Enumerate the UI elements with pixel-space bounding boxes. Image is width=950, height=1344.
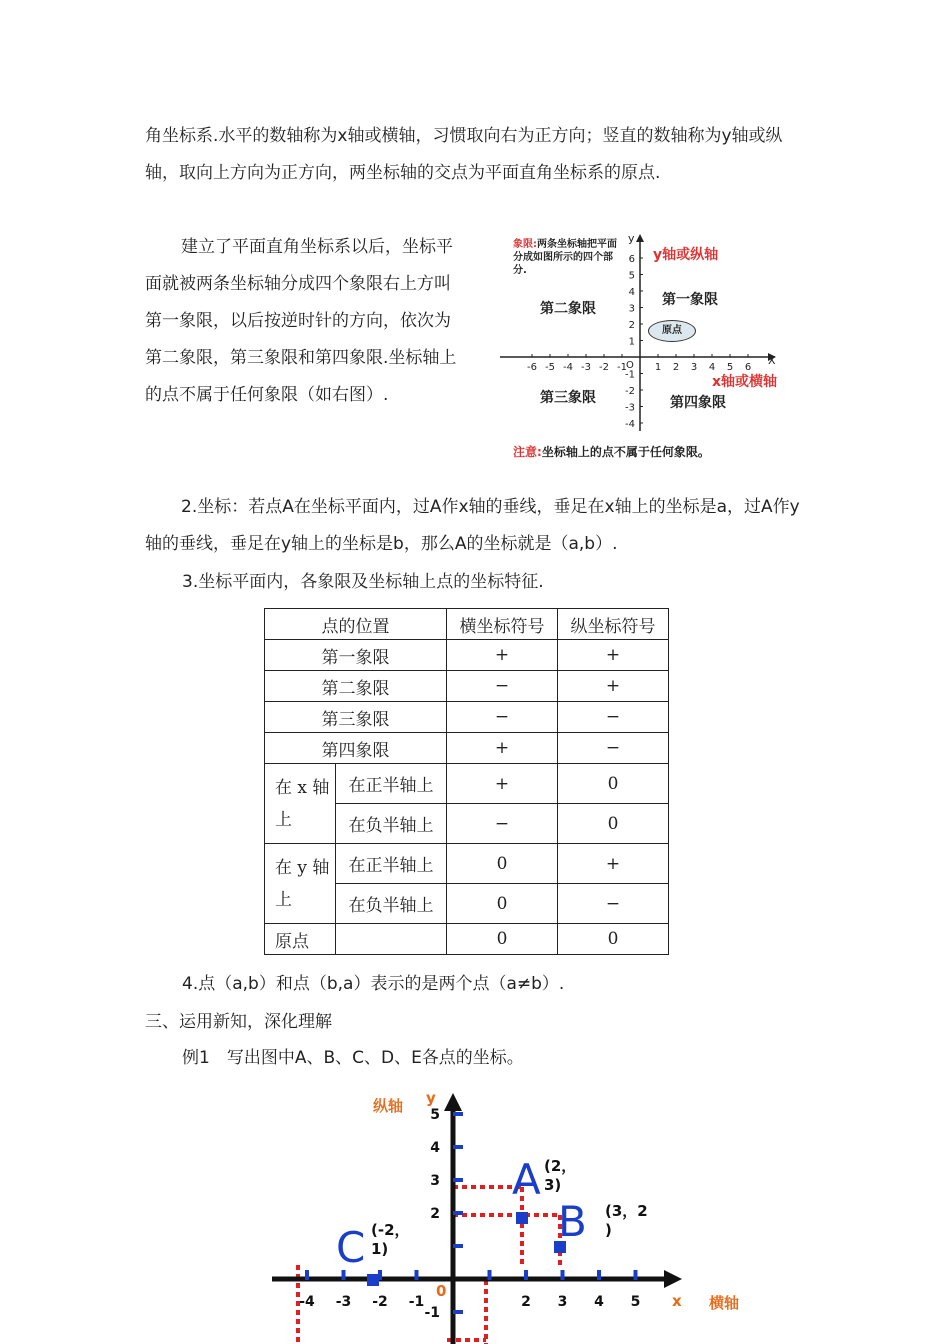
example-prompt: 例1 写出图中A、B、C、D、E各点的坐标。 [182,1048,524,1068]
quad-x-tick-label: 6 [744,362,752,373]
section-heading: 三、运用新知，深化理解 [145,1012,332,1032]
empty-cell [336,924,447,955]
order-note: 4.点（a,b）和点（b,a）表示的是两个点（a≠b）. [182,974,565,994]
row-label: 第三象限 [265,702,447,733]
quad-o-letter: O [626,360,634,371]
quad-x-tick-label: 5 [726,362,734,373]
example-axes [250,1085,770,1344]
quad-x-tick-label: 2 [672,362,680,373]
header-x-sign: 横坐标符号 [447,609,558,640]
x-sign: + [447,640,558,671]
table-row [265,671,669,702]
table-row [265,640,669,671]
plot-x-tick-label: -3 [335,1294,352,1310]
plot-x-tick-label: 3 [557,1294,568,1310]
plot-y-neg-tick-label: -1 [424,1305,440,1321]
point-A-coord: (2， 3) [544,1157,577,1194]
y-letter: y [426,1089,436,1107]
plot-x-tick-label: -4 [299,1294,315,1310]
x-axis-name: 横轴 [709,1294,740,1312]
x-sign: 0 [447,884,558,924]
row-label: 原点 [265,924,336,955]
row-label: 在负半轴上 [336,884,447,924]
x-sign: 0 [447,844,558,884]
plot-x-tick-label: -1 [408,1294,425,1310]
quadrant-paragraph: 建立了平面直角坐标系以后，坐标平面就被两条坐标轴分成四个象限右上方叫第一象限，以后按逆时针的方向，依次为第二象限，第三象限和第四象限.坐标轴上的点不属于任何象限（如右图）. [145,237,457,405]
row-label: 在正半轴上 [336,844,447,884]
plot-y-tick-label: 2 [430,1206,440,1222]
quad-x-tick-label: -2 [599,362,609,373]
y-sign: + [558,640,669,671]
quadrant-1-label: 第一象限 [662,292,718,308]
y-sign: 0 [558,764,669,804]
quad-x-tick-label: -5 [545,362,555,373]
quad-x-tick-label: 4 [708,362,716,373]
point-A-label: A [512,1155,541,1204]
example-plot [250,1085,770,1344]
quad-x-letter: X [768,354,776,367]
table-header-row [265,609,669,640]
attention-note: 注意:坐标轴上的点不属于任何象限。 [513,445,710,459]
x-sign: − [447,804,558,844]
y-sign: 0 [558,804,669,844]
quad-x-tick-label: 1 [654,362,662,373]
point-B-label: B [558,1197,587,1246]
quad-y-letter: y [628,232,635,245]
plot-y-tick-label: 4 [430,1140,440,1156]
quad-y-tick-label: -1 [625,369,635,381]
y-axis-group-label: 在 y 轴上 [265,844,336,924]
x-letter: x [672,1292,682,1310]
plot-y-tick-label: 5 [430,1107,440,1123]
quad-y-tick-label: 5 [628,270,635,282]
x-sign: + [447,764,558,804]
coordinate-definition: 2.坐标：若点A在坐标平面内，过A作x轴的垂线，垂足在x轴上的坐标是a，过A作y轴的垂线，垂足在y轴上的坐标是b，那么A的坐标就是（a,b）. [145,497,800,554]
quad-x-tick-label: -1 [617,362,627,373]
row-label: 在正半轴上 [336,764,447,804]
quadrant-2-label: 第二象限 [540,301,596,317]
sign-table [264,608,669,955]
point-C-marker [367,1274,379,1286]
origin-bubble: 原点 [648,320,696,342]
plot-y-tick-label: 3 [430,1173,440,1189]
y-axis-label: y轴或纵轴 [653,247,719,263]
table-row [265,764,669,804]
quad-y-tick-label: -4 [625,419,635,430]
plot-x-tick-label: 5 [630,1294,641,1310]
header-y-sign: 纵坐标符号 [558,609,669,640]
quad-y-tick-label: -2 [625,386,635,397]
origin-label: 0 [436,1282,447,1300]
quad-y-tick-label: 3 [628,303,635,315]
quadrant-3-label: 第三象限 [540,390,596,406]
y-sign: 0 [558,924,669,955]
point-B-coord: (3，2 ) [605,1202,648,1239]
x-sign: + [447,733,558,764]
quad-x-tick-label: -4 [563,362,573,373]
y-sign: + [558,844,669,884]
x-axis-group-label: 在 x 轴上 [265,764,336,844]
quad-y-tick-label: 6 [628,254,635,265]
y-sign: − [558,733,669,764]
row-label: 第四象限 [265,733,447,764]
x-sign: − [447,702,558,733]
y-sign: − [558,702,669,733]
table-row [265,844,669,884]
x-axis-label: x轴或横轴 [712,374,778,390]
intro-paragraph: 角坐标系.水平的数轴称为x轴或横轴，习惯取向右为正方向；竖直的数轴称为y轴或纵轴，取向上方向为正方向，两坐标轴的交点为平面直角坐标系的原点. [145,126,783,183]
quad-x-tick-label: -6 [527,362,537,373]
x-sign: 0 [447,924,558,955]
table-row [265,702,669,733]
y-sign: + [558,671,669,702]
quadrant-4-label: 第四象限 [670,395,726,411]
header-position: 点的位置 [265,609,447,640]
y-axis-name: 纵轴 [373,1097,404,1115]
table-row [265,924,669,955]
point-C-label: C [336,1223,366,1272]
row-label: 第二象限 [265,671,447,702]
x-sign: − [447,671,558,702]
quad-y-tick-label: 2 [628,320,635,331]
point-C-coord: (-2， 1) [371,1221,410,1258]
quadrant-figure [500,226,800,466]
plot-x-tick-label: -2 [372,1294,388,1310]
quad-y-tick-label: 4 [628,287,635,298]
quad-x-tick-label: 3 [690,362,698,373]
quad-y-tick-label: 1 [628,336,635,348]
plot-x-tick-label: 4 [594,1294,604,1310]
table-row [265,733,669,764]
row-label: 在负半轴上 [336,804,447,844]
point-A-marker [516,1212,528,1224]
quad-y-tick-label: -3 [625,402,635,414]
row-label: 第一象限 [265,640,447,671]
y-sign: − [558,884,669,924]
quadrant-note: 象限:两条坐标轴把平面分成如图所示的四个部分. [513,239,617,276]
table-intro: 3.坐标平面内，各象限及坐标轴上点的坐标特征. [182,572,544,592]
quad-x-tick-label: -3 [581,362,591,373]
plot-x-tick-label: 2 [521,1294,531,1310]
